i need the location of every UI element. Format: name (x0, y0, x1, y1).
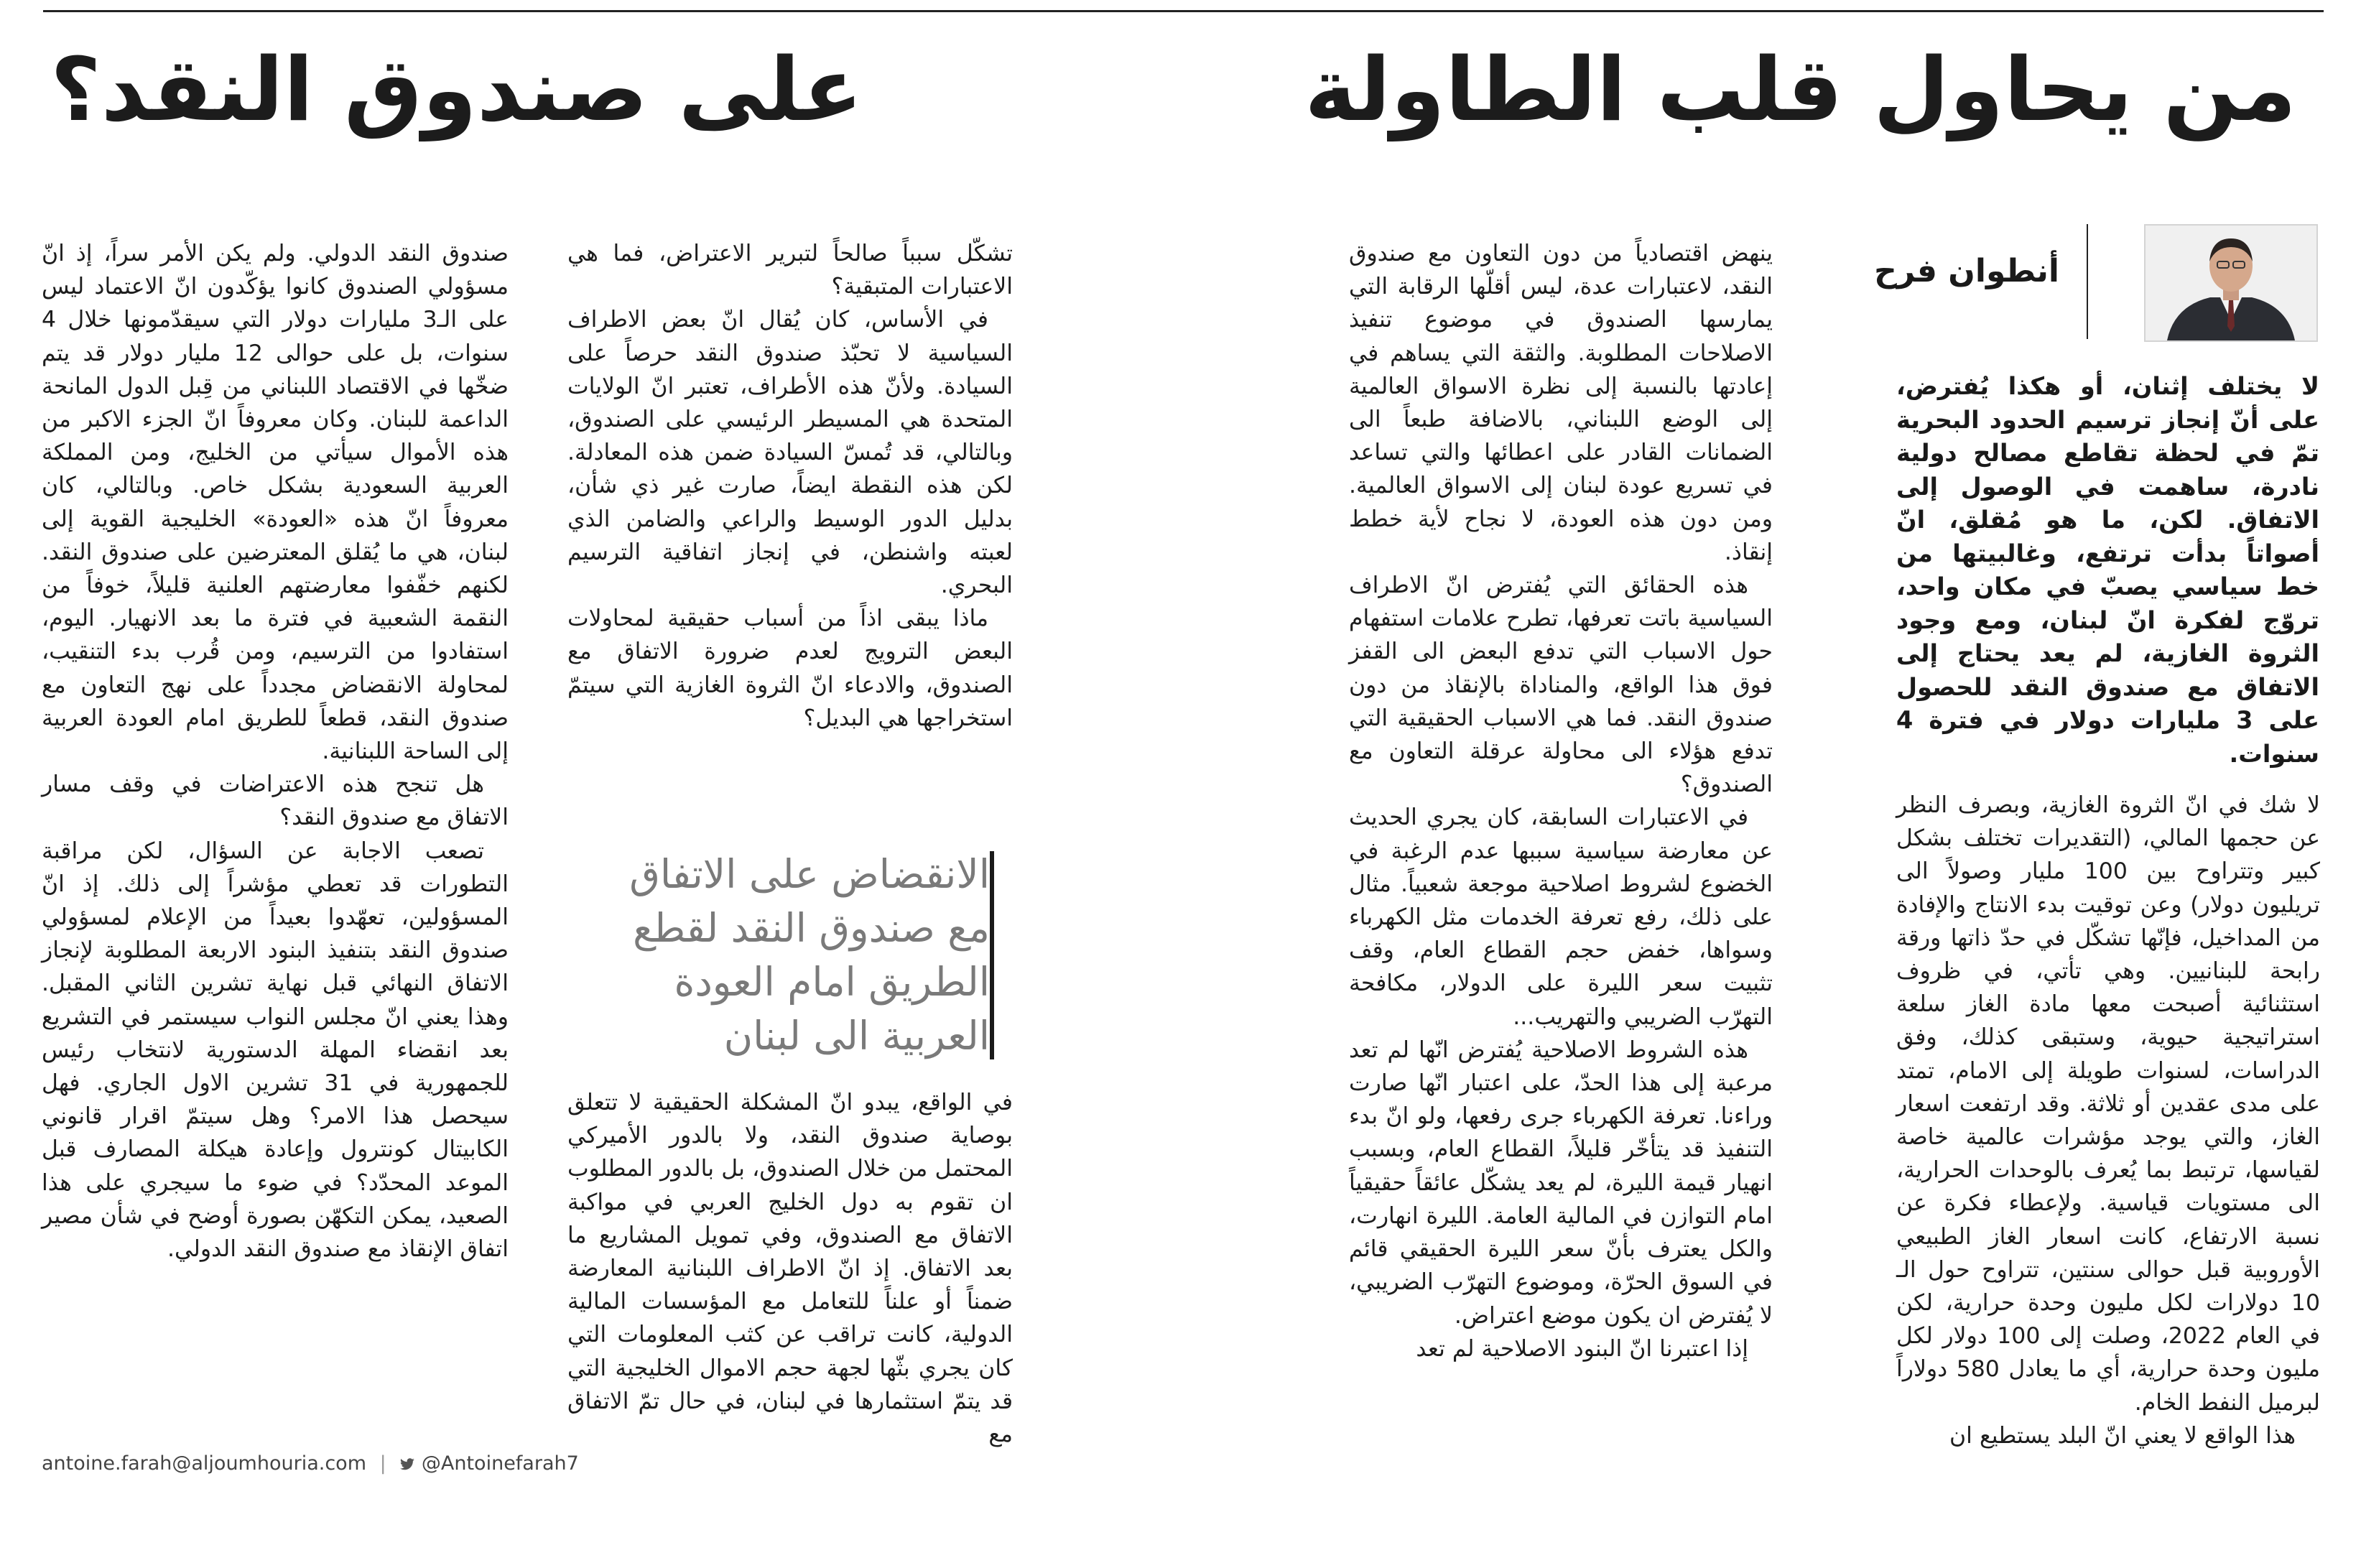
paragraph: تصعب الاجابة عن السؤال، لكن مراقبة التطورات قد تعطي مؤشراً إلى ذلك. إذ انّ المسؤولين، تعهّدوا بعيداً من الإعلام لمسؤولي صندوق النقد بتنفيذ البنود الاربعة المطلوبة لإنجاز الاتفاق النهائي قبل نهاية تشرين الثاني المقبل. وهذا يعني انّ مجلس النواب سيستمر في التشريع بعد انقضاء المهلة الدستورية لانتخاب رئيس للجمهورية في 31 تشرين الاول الجاري. فهل سيحصل هذا الامر؟ وهل سيتمّ اقرار قانوني الكابيتال كونترول وإعادة هيكلة المصارف قبل الموعد المحدّد؟ في ضوء ما سيجري على هذا الصعيد، يمكن التكهّن بصورة أوضح في شأن مصير اتفاق الإنقاذ مع صندوق النقد الدولي. (42, 838, 509, 1263)
author-email[interactable]: antoine.farah@aljoumhouria.com (42, 1452, 366, 1475)
paragraph: هذه الشروط الاصلاحية يُفترض انّها لم تعد مرعبة إلى هذا الحدّ، على اعتبار انّها صارت وراءنا. تعرفة الكهرباء جرى رفعها، ولو انّ بدء التنفيذ قد يتأخّر قليلاً، القطاع العام، وبسبب انهيار قيمة الليرة، لم يعد يشكّل عائقاً حقيقياً امام التوازن في المالية العامة. الليرة انهارت، والكل يعترف بأنّ سعر الليرة الحقيقي قائم في السوق الحرّة، وموضوع التهرّب الضريبي، لا يُفترض ان يكون موضع اعتراض. (1349, 1036, 1773, 1329)
author-contact (42, 1452, 579, 1475)
column-2 (1349, 237, 1773, 1365)
paragraph: ماذا يبقى اذاً من أسباب حقيقية لمحاولات البعض الترويج لعدم ضرورة الاتفاق مع الصندوق، والادعاء انّ الثروة الغازية التي سيتمّ استخراجها هي البديل؟ (567, 606, 1013, 731)
paragraph: هذا الواقع لا يعني انّ البلد يستطيع ان (1949, 1422, 2296, 1449)
paragraph: لا شك في انّ الثروة الغازية، وبصرف النظر عن حجمها المالي، (التقديرات تختلف بشكل كبير وتتراوح بين 100 مليار وصولاً الى تريليون دولار) وعن توقيت بدء الانتاج والإفادة من المداخيل، فإنّها تشكّل في حدّ ذاتها ورقة رابحة للبنانيين. وهي تأتي، في ظروف استثنائية أصبحت معها مادة الغاز سلعة استراتيجية حيوية، وستبقى كذلك، وفق الدراسات، لسنوات طويلة إلى الامام، تمتد على مدى عقدين أو ثلاثة. وقد ارتفعت اسعار الغاز، والتي يوجد مؤشرات عالمية خاصة لقياسها، ترتبط بما يُعرف بالوحدات الحرارية، الى مستويات قياسية. ولإعطاء فكرة عن نسبة الارتفاع، كانت اسعار الغاز الطبيعي الأوروبية قبل حوالى سنتين، تتراوح حول الـ 10 دولارات لكل مليون وحدة حرارية، لكن في العام 2022، وصلت إلى 100 دولار لكل مليون وحدة حرارية، أي ما يعادل 580 دولاراً لبرميل النفط الخام. (1896, 792, 2320, 1416)
author-twitter[interactable]: @Antoinefarah7 (421, 1452, 579, 1475)
paragraph: هل تنجح هذه الاعتراضات في وقف مسار الاتفاق مع صندوق النقد؟ (42, 771, 509, 831)
author-name: أنطوان فرح (1874, 253, 2059, 289)
paragraph: تشكّل سبباً صالحاً لتبرير الاعتراض، فما هي الاعتبارات المتبقية؟ (567, 241, 1013, 300)
column-3-top (567, 237, 1013, 735)
headline-part-1: من يحاول قلب الطاولة (1304, 39, 2296, 141)
paragraph: إذا اعتبرنا انّ البنود الاصلاحية لم تعد (1416, 1335, 1748, 1362)
lead-paragraph: لا يختلف إثنان، أو هكذا يُفترض، على أنّ إنجاز ترسيم الحدود البحرية تمّ في لحظة تقاطع مصالح دولية نادرة، ساهمت في الوصول إلى الاتفاق. لكن، ما هو مُقلق، انّ أصواتاً بدأت ترتفع، وغالبيتها من خط سياسي يصبّ في مكان واحد، تروّج لفكرة انّ لبنان، ومع وجود الثروة الغازية، لم يعد يحتاج إلى الاتفاق مع صندوق النقد للحصول على 3 مليارات دولار في فترة 4 سنوات. (1896, 372, 2319, 768)
separator: | (379, 1452, 386, 1475)
paragraph: ينهض اقتصادياً من دون التعاون مع صندوق النقد، لاعتبارات عدة، ليس أقلّها الرقابة التي يمارسها الصندوق في موضوع تنفيذ الاصلاحات المطلوبة. والثقة التي يساهم في إعادتها بالنسبة إلى نظرة الاسواق العالمية إلى الوضع اللبناني، بالاضافة طبعاً الى الضمانات القادر على اعطائها والتي تساعد في تسريع عودة لبنان إلى الاسواق العالمية. ومن دون هذه العودة، لا نجاح لأية خطط إنقاذ. (1349, 241, 1773, 565)
paragraph: في الأساس، كان يُقال انّ بعض الاطراف السياسية لا تحبّذ صندوق النقد حرصاً على السيادة. ولأنّ هذه الأطراف، تعتبر انّ الولايات المتحدة هي المسيطر الرئيسي على الصندوق، وبالتالي، قد تُمسّ السيادة ضمن هذه المعادلة. لكن هذه النقطة ايضاً، صارت غير ذي شأن، بدليل الدور الوسيط والراعي والضامن الذي لعبته واشنطن، في إنجاز اتفاقية الترسيم البحري. (567, 307, 1013, 599)
top-rule (43, 10, 2324, 12)
paragraph: هذه الحقائق التي يُفترض انّ الاطراف السياسية باتت تعرفها، تطرح علامات استفهام حول الاسباب التي تدفع البعض الى القفز فوق هذا الواقع، والمناداة بالإنقاذ من دون صندوق النقد. فما هي الاسباب الحقيقية التي تدفع هؤلاء الى محاولة عرقلة التعاون مع الصندوق؟ (1349, 572, 1773, 798)
paragraph: صندوق النقد الدولي. ولم يكن الأمر سراً، إذ انّ مسؤولي الصندوق كانوا يؤكّدون انّ الاعتماد ليس على الـ3 مليارات دولار التي سيقدّمونها خلال 4 سنوات، بل على حوالى 12 مليار دولار قد يتم ضخّها في الاقتصاد اللبناني من قِبل الدول المانحة الداعمة للبنان. وكان معروفاً انّ الجزء الاكبر من هذه الأموال سيأتي من الخليج، ومن المملكة العربية السعودية بشكل خاص. وبالتالي، كان معروفاً انّ هذه «العودة» الخليجية القوية إلى لبنان، هي ما يُقلق المعترضين على صندوق النقد. لكنهم خفّفوا معارضتهم العلنية قليلاً، خوفاً من النقمة الشعبية في فترة ما بعد الانهيار. اليوم، استفادوا من الترسيم، ومن قُرب بدء التنقيب، لمحاولة الانقضاض مجدداً على نهج التعاون مع صندوق النقد، قطعاً للطريق امام العودة العربية إلى الساحة اللبنانية. (42, 241, 509, 765)
headline (50, 29, 2296, 151)
twitter-icon (399, 1452, 422, 1475)
author-rule (2087, 224, 2088, 339)
paragraph: في الواقع، يبدو انّ المشكلة الحقيقية لا تتعلق بوصاية صندوق النقد، ولا بالدور الأميركي المحتمل من خلال الصندوق، بل بالدور المطلوب ان تقوم به دول الخليج العربي في مواكبة الاتفاق مع الصندوق، وفي تمويل المشاريع ما بعد الاتفاق. إذ انّ الاطراف اللبنانية المعارضة ضمناً أو علناً للتعامل مع المؤسسات المالية الدولية، كانت تراقب عن كثب المعلومات التي كان يجري بثّها لجهة حجم الاموال الخليجية التي قد يتمّ استثمارها في لبنان، في حال تمّ الاتفاق مع (567, 1090, 1013, 1448)
column-1 (1896, 789, 2320, 1452)
column-3-bottom (567, 1086, 1013, 1451)
headline-part-2: على صندوق النقد؟ (50, 39, 863, 141)
pullquote: الانقضاض على الاتفاق مع صندوق النقد لقطع الطريق امام العودة العربية الى لبنان (629, 851, 990, 1059)
column-4 (42, 237, 509, 1266)
paragraph: في الاعتبارات السابقة، كان يجري الحديث عن معارضة سياسية سببها عدم الرغبة في الخضوع لشروط اصلاحية موجعة شعبياً. مثال على ذلك، رفع تعرفة الخدمات مثل الكهرباء وسواها، خفض حجم القطاع العام، وقف تثبيت سعر الليرة على الدولار، مكافحة التهرّب الضريبي والتهريب... (1349, 804, 1773, 1030)
author-portrait-icon (2144, 224, 2318, 342)
pullquote-bar (990, 851, 994, 1059)
